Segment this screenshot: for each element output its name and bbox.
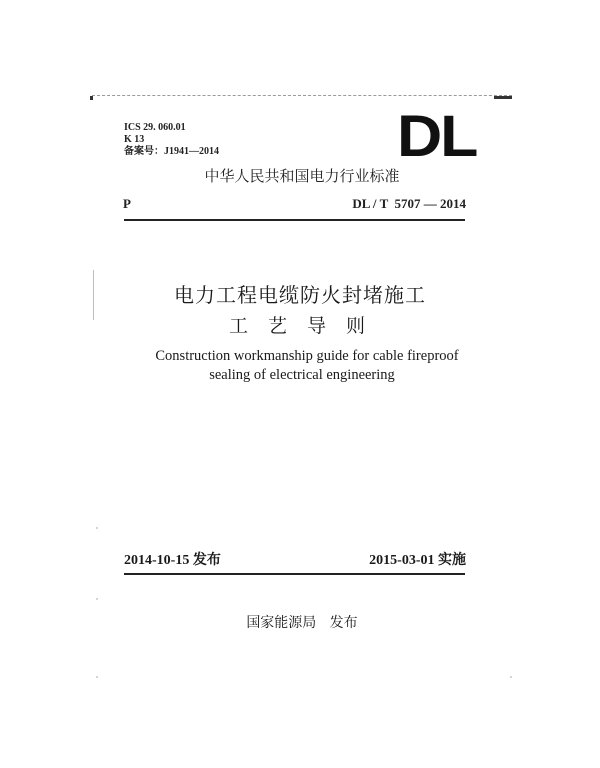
standard-number: DL / T 5707 — 2014 (352, 196, 466, 211)
title-english-line2: sealing of electrical engineering (209, 367, 395, 383)
classification-code: K 13 (124, 134, 145, 145)
scan-speck (510, 676, 512, 678)
issuing-authority: 国家能源局 发布 (246, 615, 358, 631)
standard-type: 中华人民共和国电力行业标准 (204, 167, 400, 185)
dl-logo: DL (397, 104, 477, 169)
title-chinese-line1: 电力工程电缆防火封堵施工 (174, 283, 426, 307)
ics-code: ICS 29. 060.01 (124, 122, 186, 133)
implementation-date: 2015-03-01 实施 (369, 553, 466, 568)
title-english-line1: Construction workmanship guide for cable fireproof (155, 348, 459, 364)
title-chinese-line2: 工艺导则 (228, 315, 385, 337)
standard-category: P (123, 196, 131, 211)
header-divider (124, 219, 465, 221)
scan-speck (96, 598, 98, 600)
footer-divider (124, 573, 465, 575)
issue-date: 2014-10-15 发布 (124, 553, 221, 568)
scan-speck (96, 676, 98, 678)
scan-mark-left (90, 96, 93, 100)
record-number: 备案号：J1941—2014 (124, 146, 219, 157)
scan-mark-right (494, 96, 512, 99)
scan-speck (96, 527, 98, 529)
scan-top-edge (92, 95, 512, 96)
